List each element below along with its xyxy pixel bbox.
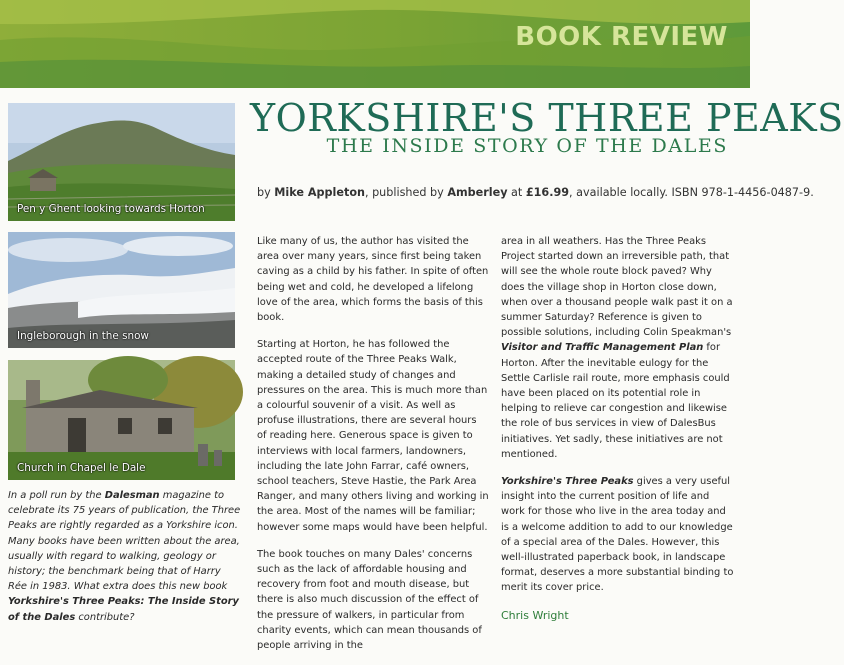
byline-price: £16.99 <box>525 186 570 199</box>
article-subtitle: THE INSIDE STORY OF THE DALES <box>326 135 728 157</box>
header-banner <box>0 0 750 88</box>
photo-ingleborough <box>8 232 235 348</box>
article-column-1 <box>257 234 489 665</box>
article-paragraph: The book touches on many Dales' concerns such as the lack of affordable housing and recovery from foot and mouth disease, but there is also much discussion of the effect of the pressure of walkers, in particular from charity events, which can mean thousands of people arriving in the <box>257 548 482 652</box>
byline-prefix: by <box>257 186 275 199</box>
byline-publisher: Amberley <box>447 186 508 199</box>
article-paragraph <box>501 234 735 462</box>
intro-paragraph <box>8 488 242 625</box>
photo-caption: Ingleborough in the snow <box>17 330 149 342</box>
book-title: Yorkshire's Three Peaks <box>501 476 634 488</box>
intro-magazine: Dalesman <box>104 490 160 501</box>
byline-author: Mike Appleton <box>274 186 365 199</box>
intro-text: In a poll run by the <box>8 490 105 501</box>
review-author: Chris Wright <box>501 608 569 622</box>
article-paragraph <box>501 474 735 596</box>
article-text: area in all weathers. Has the Three Peaks Project started down an irreversible path, that will see the whole route block paved? Why does the village shop in Horton close down, when over a thousand people walk past it on a summer Saturday? Reference is given to possible solutions, including Colin Speakman's <box>501 236 733 339</box>
plan-title: Visitor and Traffic Management Plan <box>501 342 704 354</box>
byline-suffix: , available locally. ISBN 978-1-4456-0487-9. <box>569 186 814 199</box>
article-text: for Horton. After the inevitable eulogy for the Settle Carlisle rail route, more emphasis could have been placed on its potential role in helping to relieve car congestion and likewise the role of bus services in view of DalesBus initiatives. Yet sadly, these initiatives are not mentioned. <box>501 342 730 460</box>
byline-mid: , published by <box>364 186 448 199</box>
intro-text: contribute? <box>75 611 135 623</box>
article-text: gives a very useful insight into the current position of life and work for those who live in the area today and is a welcome addition to add to our knowledge of a special area of the Dales. However, this well-illustrated paperback book, in landscape format, deserves a more substantial binding to merit its cover price. <box>501 476 734 594</box>
article-paragraph: Like many of us, the author has visited the area over many years, since first being taken caving as a child by his father. In spite of often being wet and cold, he developed a lifelong love of the area, which forms the basis of this book. <box>257 236 489 324</box>
byline-at: at <box>507 186 526 199</box>
photo-church <box>8 360 235 480</box>
photo-pen-y-ghent <box>8 103 235 221</box>
photo-caption: Church in Chapel le Dale <box>17 462 146 474</box>
article-title: YORKSHIRE'S THREE PEAKS <box>250 96 844 140</box>
photo-caption: Pen y Ghent looking towards Horton <box>17 203 205 215</box>
section-label: BOOK REVIEW <box>515 22 728 52</box>
intro-book-title: Yorkshire's Three Peaks: The Inside Story of the Dales <box>8 596 239 623</box>
article-paragraph: Starting at Horton, he has followed the accepted route of the Three Peaks Walk, making a detailed study of changes and pressures on the area. This is much more than a colourful souvenir of a visit. As well as profuse illustrations, there are several hours of reading here. Generous space is given to interviews with local farmers, landowners, including the late John Farrar, café owners, school teachers, Steve Hastie, the Park Area Ranger, and many others living and working in the area. Most of the names will be familiar; however some maps would have been helpful. <box>257 339 489 533</box>
intro-text: magazine to celebrate its 75 years of publication, the Three Peaks are rightly regarded as a Yorkshire icon. Many books have been written about the area, usually with regard to walking, geology or history; the benchmark being that of Harry Rée in 1983. What extra does this new book <box>8 490 241 593</box>
byline <box>257 186 814 199</box>
article-column-2 <box>501 234 735 623</box>
